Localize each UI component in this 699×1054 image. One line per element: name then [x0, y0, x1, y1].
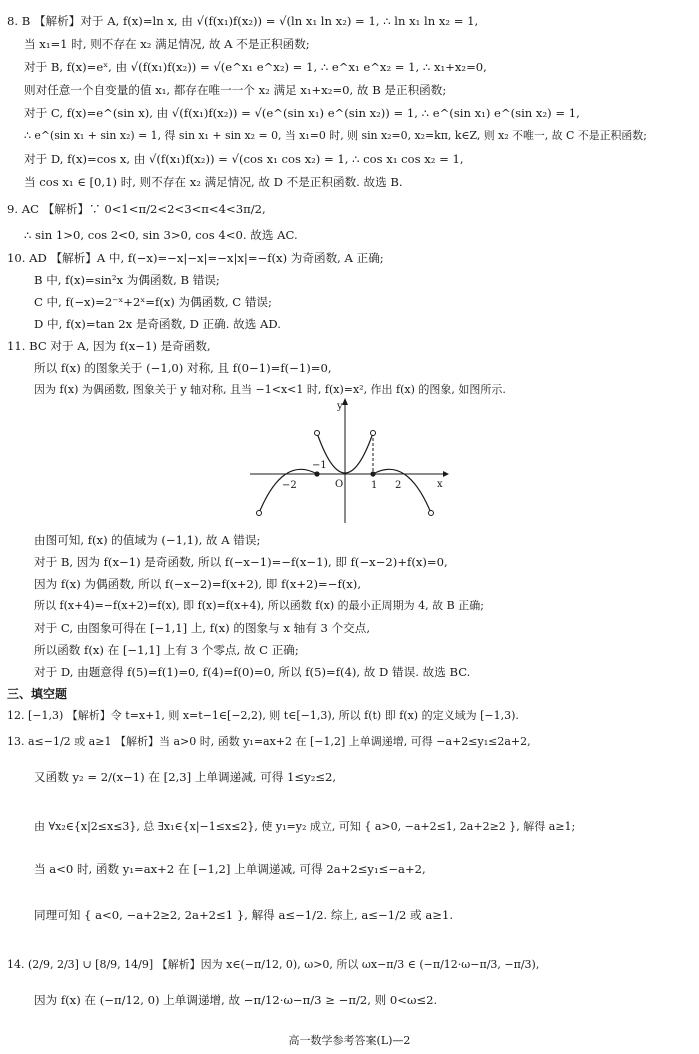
text-line: 则对任意一个自变量的值 x₁, 都存在唯一一个 x₂ 满足 x₁+x₂=0, 故 B 是正积函数;	[24, 83, 447, 97]
text-line: 对于 C, f(x)=e^(sin x), 由 √(f(x₁)f(x₂)) = √(e^(sin x₁) e^(sin x₂)) = 1, ∴ e^(sin x₁) e^(sin x₂) = 1,	[24, 106, 580, 120]
open-point	[315, 431, 320, 436]
text-line: 14. (2/9, 2/3] ∪ [8/9, 14/9] 【解析】因为 x∈(−π/12, 0), ω>0, 所以 ωx−π/3 ∈ (−π/12·ω−π/3, −π/3),	[7, 958, 540, 971]
x-axis-arrow	[443, 471, 449, 477]
text-line: 8. B 【解析】对于 A, f(x)=ln x, 由 √(f(x₁)f(x₂)) = √(ln x₁ ln x₂) = 1, ∴ ln x₁ ln x₂ = 1,	[7, 14, 479, 28]
section-heading: 三、填空题	[7, 687, 68, 701]
text-line: 对于 B, 因为 f(x−1) 是奇函数, 所以 f(−x−1)=−f(x−1), 即 f(−x−2)+f(x)=0,	[34, 555, 448, 569]
tick-label-neg1: −1	[312, 460, 327, 471]
x-axis-label: x	[437, 479, 443, 490]
text-line: 12. [−1,3) 【解析】令 t=x+1, 则 x=t−1∈[−2,2), 则 t∈[−1,3), 所以 f(t) 即 f(x) 的定义域为 [−1,3).	[7, 709, 519, 722]
text-line: B 中, f(x)=sin²x 为偶函数, B 错误;	[34, 273, 220, 287]
text-line: C 中, f(−x)=2⁻ˣ+2ˣ=f(x) 为偶函数, C 错误;	[34, 295, 272, 309]
solid-point	[314, 471, 319, 476]
text-line: D 中, f(x)=tan 2x 是奇函数, D 正确. 故选 AD.	[34, 317, 281, 331]
text-line: 由 ∀x₂∈{x|2≤x≤3}, 总 ∃x₁∈{x|−1≤x≤2}, 使 y₁=y₂ 成立, 可知 { a>0, −a+2≤1, 2a+2≥2 }, 解得 a≥1;	[34, 820, 576, 833]
text-line: 所以 f(x) 的图象关于 (−1,0) 对称, 且 f(0−1)=f(−1)=0,	[34, 361, 332, 375]
text-line: 对于 D, f(x)=cos x, 由 √(f(x₁)f(x₂)) = √(cos x₁ cos x₂) = 1, ∴ cos x₁ cos x₂ = 1,	[24, 152, 464, 166]
text-line: 因为 f(x) 在 (−π/12, 0) 上单调递增, 故 −π/12·ω−π/3 ≥ −π/2, 则 0<ω≤2.	[34, 993, 438, 1007]
origin-label: O	[335, 479, 344, 490]
y-axis-arrow	[342, 398, 348, 405]
text-line: 当 x₁=1 时, 则不存在 x₂ 满足情况, 故 A 不是正积函数;	[24, 37, 310, 51]
curve-left	[259, 469, 317, 513]
page-footer: 高一数学参考答案(L)—2	[288, 1034, 411, 1047]
text-line: 所以函数 f(x) 在 [−1,1] 上有 3 个零点, 故 C 正确;	[34, 643, 299, 657]
text-line: 11. BC 对于 A, 因为 f(x−1) 是奇函数,	[7, 339, 211, 353]
text-line: ∴ sin 1>0, cos 2<0, sin 3>0, cos 4<0. 故选 AC.	[24, 228, 298, 242]
open-point	[429, 511, 434, 516]
text-line: ∴ e^(sin x₁ + sin x₂) = 1, 得 sin x₁ + sin x₂ = 0, 当 x₁=0 时, 则 sin x₂=0, x₂=kπ, k∈Z, 则 x₂ 不唯一, 故 C 不是正积函数;	[24, 129, 647, 142]
open-point	[371, 431, 376, 436]
text-line: 由图可知, f(x) 的值域为 (−1,1), 故 A 错误;	[34, 533, 261, 547]
y-axis-label: y	[337, 401, 343, 412]
text-line: 对于 C, 由图象可得在 [−1,1] 上, f(x) 的图象与 x 轴有 3 个交点,	[34, 621, 371, 635]
text-line: 对于 B, f(x)=eˣ, 由 √(f(x₁)f(x₂)) = √(e^x₁ e^x₂) = 1, ∴ e^x₁ e^x₂ = 1, ∴ x₁+x₂=0,	[24, 60, 487, 74]
text-line: 又函数 y₂ = 2/(x−1) 在 [2,3] 上单调递减, 可得 1≤y₂≤2,	[34, 770, 337, 784]
text-line: 对于 D, 由题意得 f(5)=f(1)=0, f(4)=f(0)=0, 所以 f(5)=f(4), 故 D 错误. 故选 BC.	[34, 665, 471, 679]
text-line: 当 cos x₁ ∈ [0,1) 时, 则不存在 x₂ 满足情况, 故 D 不是正积函数. 故选 B.	[24, 175, 403, 189]
text-line: 9. AC 【解析】∵ 0<1<π/2<2<3<π<4<3π/2,	[7, 202, 266, 216]
text-line: 10. AD 【解析】A 中, f(−x)=−x|−x|=−x|x|=−f(x) 为奇函数, A 正确;	[7, 251, 384, 265]
tick-label-neg2: −2	[282, 480, 297, 491]
open-point	[257, 511, 262, 516]
text-line: 因为 f(x) 为偶函数, 图象关于 y 轴对称, 且当 −1<x<1 时, f(x)=x², 作出 f(x) 的图象, 如图所示.	[34, 383, 506, 396]
solid-point	[370, 471, 375, 476]
tick-label-1: 1	[371, 480, 378, 491]
curve-right	[373, 469, 431, 513]
text-line: 所以 f(x+4)=−f(x+2)=f(x), 即 f(x)=f(x+4), 所以函数 f(x) 的最小正周期为 4, 故 B 正确;	[34, 599, 484, 612]
function-graph	[245, 395, 455, 525]
text-line: 13. a≤−1/2 或 a≥1 【解析】当 a>0 时, 函数 y₁=ax+2 在 [−1,2] 上单调递增, 可得 −a+2≤y₁≤2a+2,	[7, 735, 531, 748]
text-line: 因为 f(x) 为偶函数, 所以 f(−x−2)=f(x+2), 即 f(x+2)=−f(x),	[34, 577, 362, 591]
text-line: 当 a<0 时, 函数 y₁=ax+2 在 [−1,2] 上单调递减, 可得 2a+2≤y₁≤−a+2,	[34, 862, 426, 876]
tick-label-2: 2	[395, 480, 402, 491]
text-line: 同理可知 { a<0, −a+2≥2, 2a+2≤1 }, 解得 a≤−1/2. 综上, a≤−1/2 或 a≥1.	[34, 908, 454, 922]
